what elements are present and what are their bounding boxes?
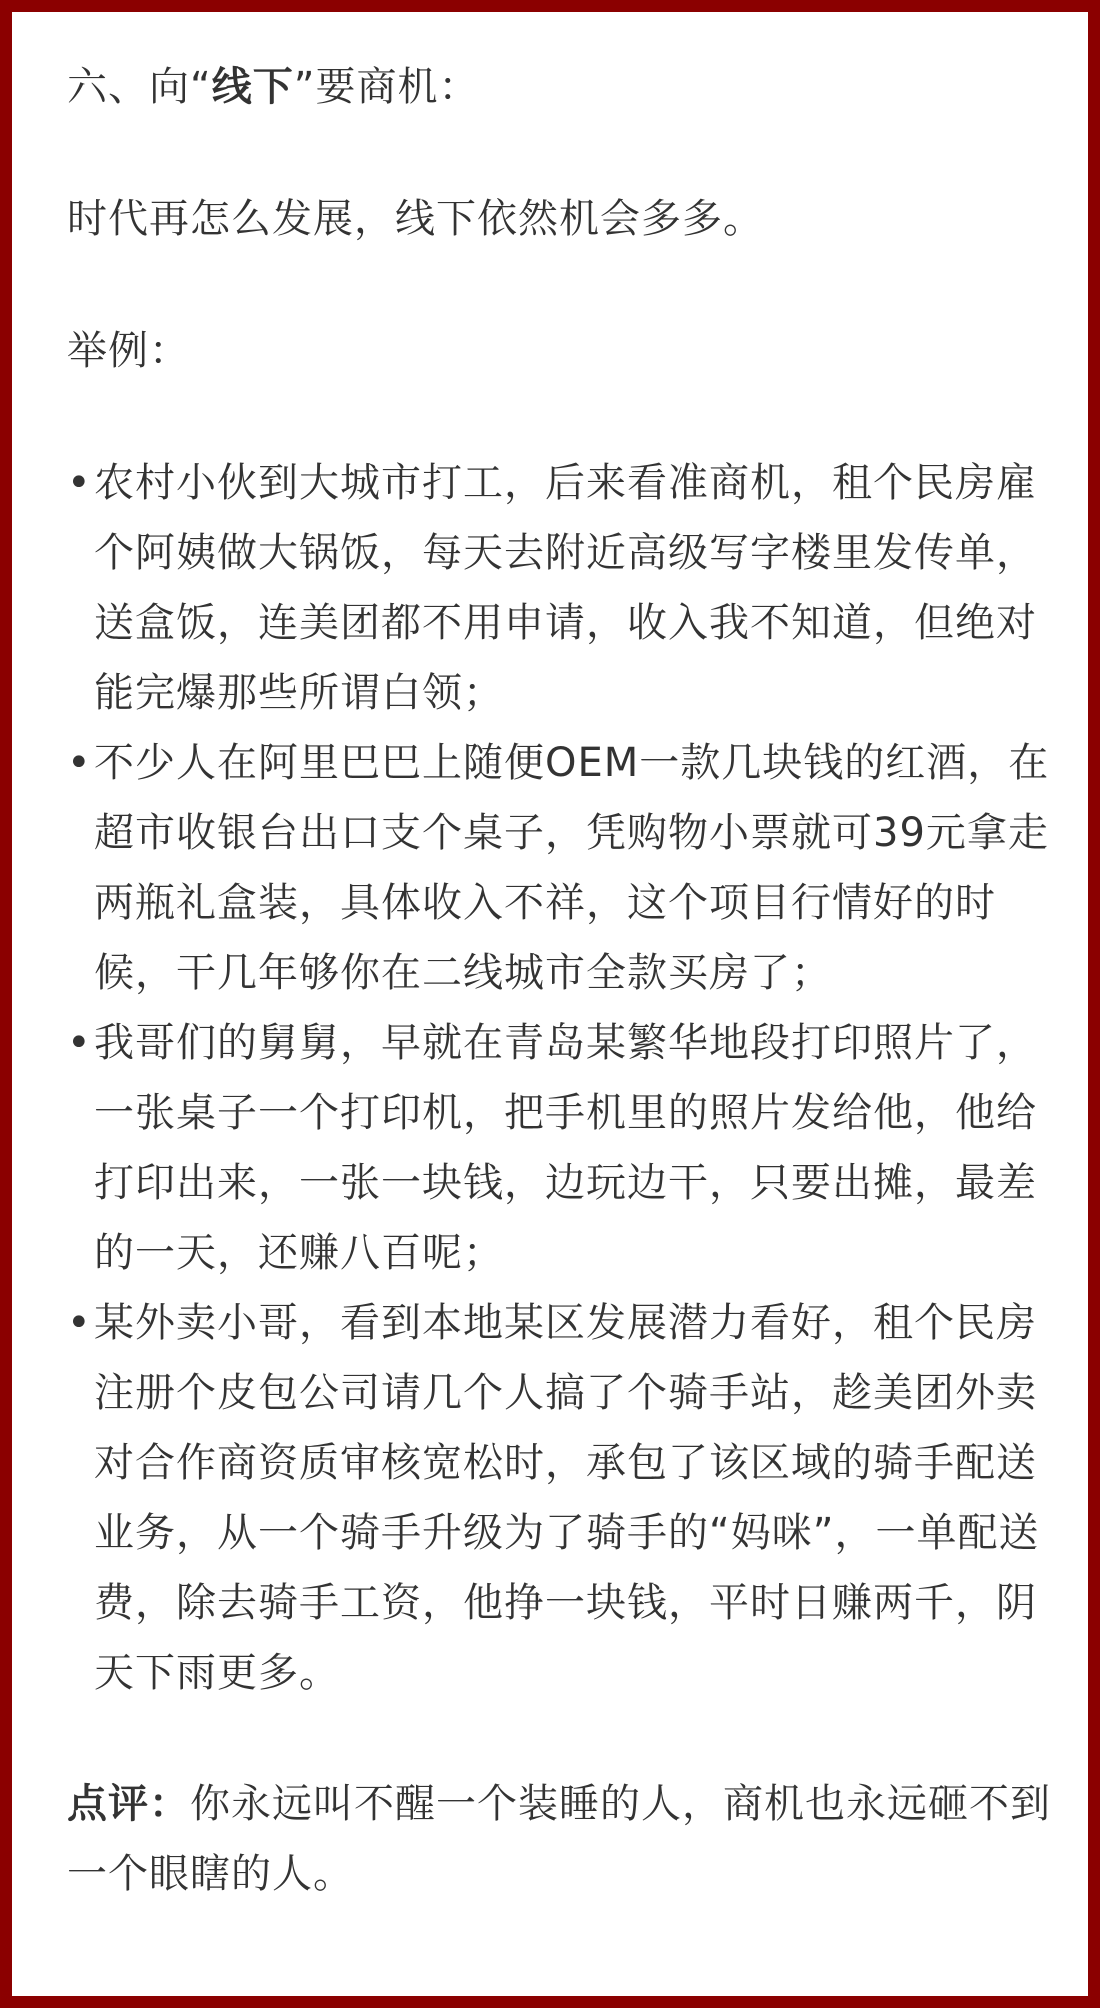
bullet-icon: • bbox=[67, 740, 92, 786]
list-item-text: 我哥们的舅舅，早就在青岛某繁华地段打印照片了，一张桌子一个打印机，把手机里的照片发给他，他给打印出来，一张一块钱，边玩边干，只要出摊，最差的一天，还赚八百呢； bbox=[94, 1020, 1037, 1276]
comment-label: 点评： bbox=[67, 1781, 190, 1827]
example-list bbox=[67, 448, 1067, 1708]
spacer bbox=[67, 386, 1067, 448]
list-item bbox=[67, 1288, 1067, 1708]
comment-text: 你永远叫不醒一个装睡的人，商机也永远砸不到一个眼瞎的人。 bbox=[67, 1781, 1051, 1897]
spacer bbox=[67, 1708, 1067, 1769]
list-item bbox=[67, 448, 1067, 728]
heading-bold-text: 线下 bbox=[211, 64, 294, 110]
list-item-text: 不少人在阿里巴巴上随便OEM一款几块钱的红酒，在超市收银台出口支个桌子，凭购物小票就可39元拿走两瓶礼盒装，具体收入不祥，这个项目行情好的时候，干几年够你在二线城市全款买房了； bbox=[94, 740, 1050, 996]
comment-paragraph bbox=[67, 1769, 1067, 1909]
section-heading bbox=[67, 52, 1067, 122]
list-item bbox=[67, 1008, 1067, 1288]
list-item bbox=[67, 728, 1067, 1008]
list-item-text: 农村小伙到大城市打工，后来看准商机，租个民房雇个阿姨做大锅饭，每天去附近高级写字楼里发传单，送盒饭，连美团都不用申请，收入我不知道，但绝对能完爆那些所谓白领； bbox=[94, 460, 1037, 716]
list-item-text: 某外卖小哥，看到本地某区发展潜力看好，租个民房注册个皮包公司请几个人搞了个骑手站，趁美团外卖对合作商资质审核宽松时，承包了该区域的骑手配送业务，从一个骑手升级为了骑手的“妈咪”，一单配送费，除去骑手工资，他挣一块钱，平时日赚两千，阴天下雨更多。 bbox=[94, 1300, 1040, 1696]
bullet-icon: • bbox=[67, 1020, 92, 1066]
heading-prefix: 六、向“ bbox=[67, 64, 212, 110]
spacer bbox=[67, 122, 1067, 184]
spacer bbox=[67, 254, 1067, 316]
intro-text: 时代再怎么发展，线下依然机会多多。 bbox=[67, 196, 764, 242]
bullet-icon: • bbox=[67, 1300, 92, 1346]
bullet-icon: • bbox=[67, 460, 92, 506]
example-label: 举例： bbox=[67, 328, 190, 374]
article-content bbox=[67, 52, 1067, 1909]
heading-suffix: ”要商机： bbox=[293, 64, 480, 110]
